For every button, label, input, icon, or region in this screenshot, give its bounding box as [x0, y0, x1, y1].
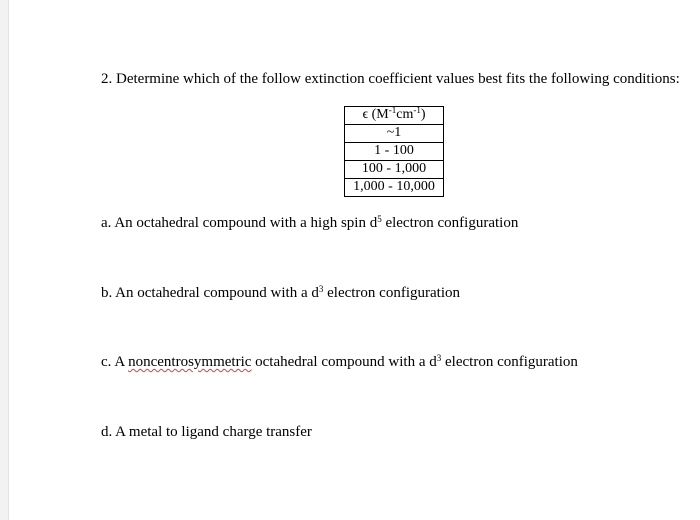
question-text: 2. Determine which of the follow extinction coefficient values best fits the following conditions: [101, 71, 680, 87]
part-c: c. A noncentrosymmetric octahedral compound with a $d^3$ electron configuration [101, 353, 578, 370]
table-row [345, 143, 444, 161]
page-left-edge [0, 0, 9, 520]
epsilon-symbol: ϵ [362, 107, 369, 122]
table-cell: ~1 [345, 125, 444, 143]
table-cell: 1 - 100 [345, 143, 444, 161]
table-row [345, 161, 444, 179]
table-row [345, 125, 444, 143]
table-row [345, 179, 444, 197]
part-b: b. An octahedral compound with a $d^3$ electron configuration [101, 284, 460, 301]
part-d: d. A metal to ligand charge transfer [101, 424, 312, 440]
extinction-coefficient-table [344, 106, 444, 197]
table-cell: 100 - 1,000 [345, 161, 444, 179]
table-header-row [345, 107, 444, 125]
table-cell: 1,000 - 10,000 [345, 179, 444, 197]
table-header-cell: ϵ $(M^{-1}cm^{-1})$ [345, 107, 444, 125]
spellcheck-flagged-word[interactable]: noncentrosymmetric [128, 354, 252, 370]
part-a: a. An octahedral compound with a high spin $d^5$ electron configuration [101, 214, 519, 231]
